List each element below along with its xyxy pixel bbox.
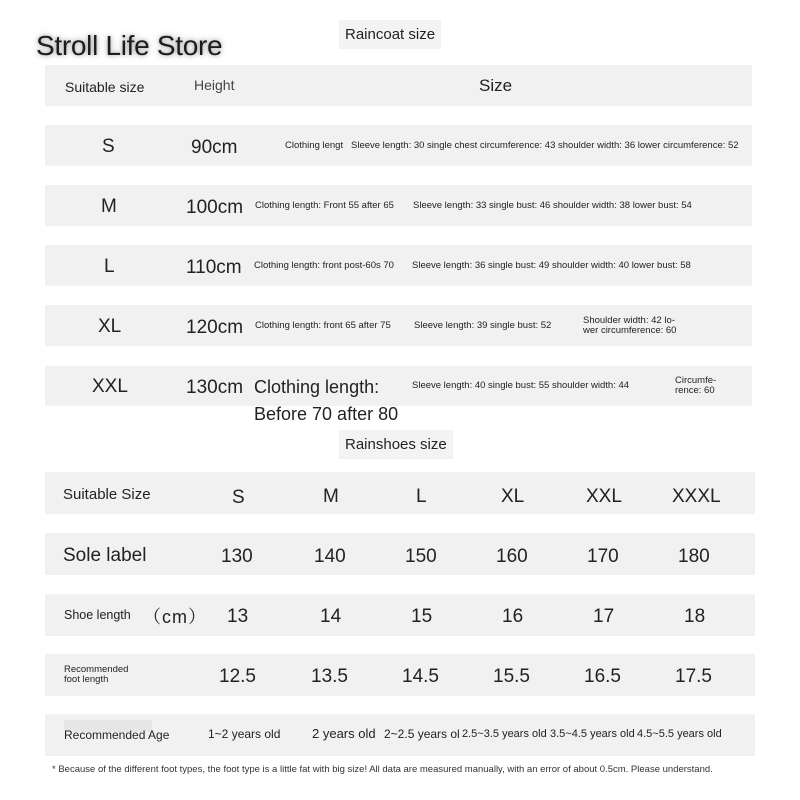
rainshoes-age-l: 2~2.5 years ol (384, 727, 460, 741)
raincoat-detail-xxl: Sleeve length: 40 single bust: 55 shoulder width: 44 (412, 380, 630, 391)
rainshoes-foot-length-xl: 15.5 (493, 666, 530, 687)
raincoat-header-height: Height (194, 77, 235, 93)
rainshoes-shoe-length-xl: 16 (502, 606, 524, 627)
rainshoes-sole-xxl: 170 (587, 546, 619, 567)
rainshoes-shoe-length-l: 15 (411, 606, 433, 627)
raincoat-shoulder-xl-line1: Shoulder width: 42 lo- (583, 315, 675, 326)
rainshoes-age-xxxl: 4.5~5.5 years old (637, 728, 722, 740)
rainshoes-foot-length-xxl: 16.5 (584, 666, 621, 687)
rainshoes-sole-l: 150 (405, 546, 437, 567)
rainshoes-foot-length-row (45, 654, 755, 696)
raincoat-detail-m: Sleeve length: 33 single bust: 46 shoulder width: 38 lower bust: 54 (413, 200, 692, 211)
rainshoes-size-s: S (232, 487, 245, 508)
raincoat-height-s: 90cm (191, 137, 238, 158)
rainshoes-size-xl: XL (501, 486, 525, 507)
rainshoes-shoe-length-xxxl: 18 (684, 606, 706, 627)
rainshoes-age-m: 2 years old (312, 726, 376, 741)
raincoat-size-s: S (102, 136, 115, 157)
rainshoes-foot-length-label-line1: Recommended (64, 664, 129, 675)
raincoat-clothing-length-xxl-line2: Before 70 after 80 (254, 404, 399, 424)
rainshoes-size-xxl: XXL (586, 486, 622, 507)
rainshoes-foot-length-s: 12.5 (219, 666, 256, 687)
raincoat-size-title: Raincoat size (339, 20, 441, 49)
rainshoes-age-xl: 2.5~3.5 years old (462, 728, 547, 740)
raincoat-detail-xl: Sleeve length: 39 single bust: 52 (414, 320, 552, 331)
rainshoes-sole-xl: 160 (496, 546, 528, 567)
rainshoes-size-title: Rainshoes size (339, 430, 453, 459)
rainshoes-shoe-length-s: 13 (227, 606, 249, 627)
rainshoes-foot-length-l: 14.5 (402, 666, 439, 687)
raincoat-circumference-xxl-line1: Circumfe- (675, 375, 717, 386)
raincoat-shoulder-xl-line2: wer circumference: 60 (583, 325, 677, 336)
raincoat-detail-l: Sleeve length: 36 single bust: 49 shoulder width: 40 lower bust: 58 (412, 260, 691, 271)
raincoat-clothing-length-s: Clothing lengt (285, 140, 344, 151)
raincoat-header-suitable-size: Suitable size (65, 79, 145, 95)
rainshoes-size-row (45, 472, 755, 514)
raincoat-clothing-length-xl: Clothing length: front 65 after 75 (255, 320, 391, 331)
rainshoes-shoe-length-unit: （cm） (143, 607, 207, 627)
rainshoes-sole-s: 130 (221, 546, 253, 567)
rainshoes-size-m: M (323, 486, 339, 507)
raincoat-detail-s: Sleeve length: 30 single chest circumference: 43 shoulder width: 36 lower circumference: 52 (351, 140, 739, 151)
rainshoes-shoe-length-m: 14 (320, 606, 342, 627)
rainshoes-sole-m: 140 (314, 546, 346, 567)
raincoat-height-m: 100cm (186, 197, 244, 218)
raincoat-size-m: M (101, 196, 117, 217)
raincoat-size-l: L (104, 256, 115, 277)
rainshoes-suitable-size-label: Suitable Size (63, 486, 151, 503)
rainshoes-foot-length-xxxl: 17.5 (675, 666, 712, 687)
rainshoes-shoe-length-xxl: 17 (593, 606, 615, 627)
raincoat-row-xxl (45, 366, 752, 406)
rainshoes-sole-xxxl: 180 (678, 546, 710, 567)
store-name: Stroll Life Store (36, 30, 223, 61)
rainshoes-age-s: 1~2 years old (208, 727, 281, 741)
rainshoes-age-label: Recommended Age (64, 728, 170, 742)
rainshoes-size-xxxl: XXXL (672, 486, 721, 507)
rainshoes-shoe-length-label: Shoe length (64, 608, 131, 622)
rainshoes-sole-label: Sole label (63, 545, 147, 566)
raincoat-size-xl: XL (98, 316, 122, 337)
raincoat-height-l: 110cm (186, 257, 242, 278)
raincoat-circumference-xxl-line2: rence: 60 (675, 385, 715, 396)
raincoat-clothing-length-m: Clothing length: Front 55 after 65 (255, 200, 394, 211)
raincoat-header-row (45, 65, 752, 106)
raincoat-header-size: Size (479, 76, 513, 95)
raincoat-clothing-length-xxl-line1: Clothing length: (254, 377, 380, 397)
rainshoes-size-l: L (416, 486, 427, 507)
rainshoes-sole-row (45, 533, 755, 575)
rainshoes-foot-length-m: 13.5 (311, 666, 348, 687)
raincoat-clothing-length-l: Clothing length: front post-60s 70 (254, 260, 394, 271)
rainshoes-foot-length-label-line2: foot length (64, 674, 109, 685)
raincoat-size-xxl: XXL (92, 376, 128, 397)
footnote: * Because of the different foot types, the foot type is a little fat with big size! All data are measured manually, with an error of about 0.5cm. Please understand. (52, 764, 713, 775)
raincoat-height-xl: 120cm (186, 317, 244, 338)
rainshoes-age-xxl: 3.5~4.5 years old (550, 728, 635, 740)
raincoat-height-xxl: 130cm (186, 377, 244, 398)
